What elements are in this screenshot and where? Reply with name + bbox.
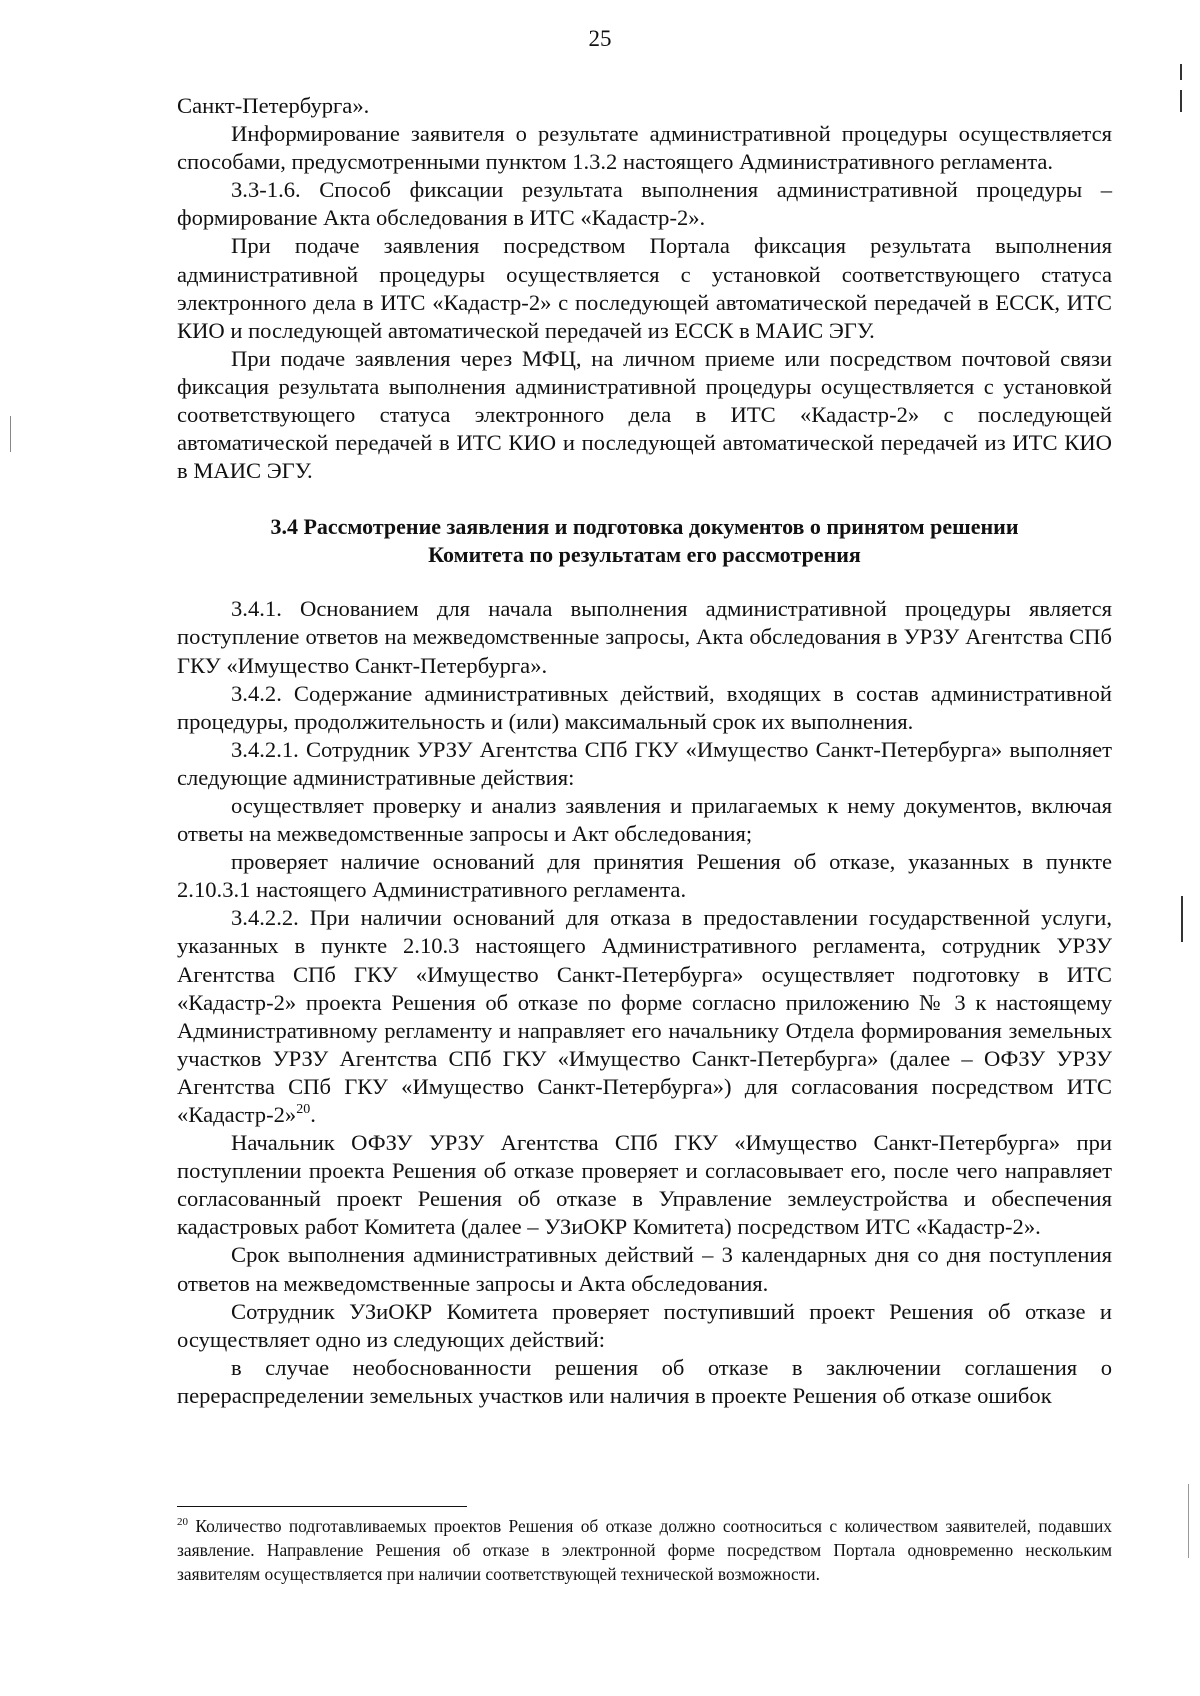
scan-artifact [1188, 1484, 1189, 1558]
page-number: 25 [588, 26, 612, 51]
paragraph: При подаче заявления через МФЦ, на личном приеме или посредством почтовой связи фиксация результата выполнения административной процедуры осуществляется с установкой соответствующего статуса электронного дела в ИТС «Кадастр-2» с последующей автоматической передачей в ИТС КИО и последующей автоматической передачей из ИТС КИО в МАИС ЭГУ. [177, 345, 1112, 484]
paragraph: Начальник ОФЗУ УРЗУ Агентства СПб ГКУ «Имущество Санкт-Петербурга» при поступлении проекта Решения об отказе проверяет и согласовывает его, после чего направляет согласованный проект Решения об отказе в Управление землеустройства и обеспечения кадастровых работ Комитета (далее – УЗиОКР Комитета) посредством ИТС «Кадастр-2». [177, 1130, 1112, 1240]
section-heading [177, 513, 1112, 569]
paragraph: 3.4.1. Основанием для начала выполнения административной процедуры является поступление ответов на межведомственные запросы, Акта обследования в УРЗУ Агентства СПб ГКУ «Имущество Санкт-Петербурга». [177, 596, 1112, 678]
footnote [177, 1514, 1112, 1586]
paragraph-end: . [310, 1102, 316, 1127]
paragraph: в случае необоснованности решения об отказе в заключении соглашения о перераспределении земельных участков или наличия в проекте Решения об отказе ошибок [177, 1354, 1112, 1408]
footnote-divider [177, 1506, 467, 1507]
scan-artifact [1180, 64, 1182, 80]
paragraph-with-footnote [177, 904, 1112, 1129]
paragraph-text: 3.4.2.2. При наличии оснований для отказа в предоставлении государственной услуги, указанных в пункте 2.10.3 настоящего Административного регламента, сотрудник УРЗУ Агентства СПб ГКУ «Имущество Санкт-Петербурга» осуществляет подготовку в ИТС «Кадастр-2» проекта Решения об отказе по форме согласно приложению № 3 к настоящему Административному регламенту и направляет его начальнику Отдела формирования земельных участков УРЗУ Агентства СПб ГКУ «Имущество Санкт-Петербурга» (далее – ОФЗУ УРЗУ Агентства СПб ГКУ «Имущество Санкт-Петербурга») для согласования посредством ИТС «Кадастр-2» [177, 905, 1112, 1127]
footnote-text: Количество подготавливаемых проектов Решения об отказе должно соотноситься с количеством заявителей, подавших заявление. Направление Решения об отказе в электронной форме посредством Портала одновременно нескольким заявителям осуществляется при наличии соответствующей технической возможности. [177, 1516, 1112, 1584]
footnote-reference[interactable]: 20 [296, 1102, 311, 1117]
paragraph: 3.4.2.1. Сотрудник УРЗУ Агентства СПб ГКУ «Имущество Санкт-Петербурга» выполняет следующие административные действия: [177, 736, 1112, 790]
paragraph: При подаче заявления посредством Портала фиксация результата выполнения административной процедуры осуществляется с установкой соответствующего статуса электронного дела в ИТС «Кадастр-2» с последующей автоматической передачей в ЕССК, ИТС КИО и последующей автоматической передачей из ЕССК в МАИС ЭГУ. [177, 233, 1112, 343]
paragraph: Информирование заявителя о результате административной процедуры осуществляется способами, предусмотренными пунктом 1.3.2 настоящего Административного регламента. [177, 121, 1112, 175]
body-text [177, 92, 1112, 1410]
paragraph: 3.3-1.6. Способ фиксации результата выполнения административной процедуры – формирование Акта обследования в ИТС «Кадастр-2». [177, 177, 1112, 231]
paragraph: 3.4.2. Содержание административных действий, входящих в состав административной процедуры, продолжительность и (или) максимальный срок их выполнения. [177, 680, 1112, 734]
paragraph: Санкт-Петербурга». [177, 93, 370, 118]
paragraph: осуществляет проверку и анализ заявления и прилагаемых к нему документов, включая ответы на межведомственные запросы и Акт обследования; [177, 792, 1112, 847]
paragraph: Срок выполнения административных действий – 3 календарных дня со дня поступления ответов на межведомственные запросы и Акта обследования. [177, 1242, 1112, 1296]
scan-artifact [1180, 90, 1182, 112]
section-heading-line: 3.4 Рассмотрение заявления и подготовка документов о принятом решении [270, 514, 1019, 540]
paragraph: проверяет наличие оснований для принятия Решения об отказе, указанных в пункте 2.10.3.1 настоящего Административного регламента. [177, 849, 1112, 903]
scan-artifact [10, 416, 11, 452]
scan-artifact [1181, 896, 1183, 942]
section-heading-line: Комитета по результатам его рассмотрения [428, 542, 861, 568]
footnote-number: 20 [177, 1516, 188, 1528]
paragraph: Сотрудник УЗиОКР Комитета проверяет поступивший проект Решения об отказе и осуществляет одно из следующих действий: [177, 1298, 1112, 1352]
